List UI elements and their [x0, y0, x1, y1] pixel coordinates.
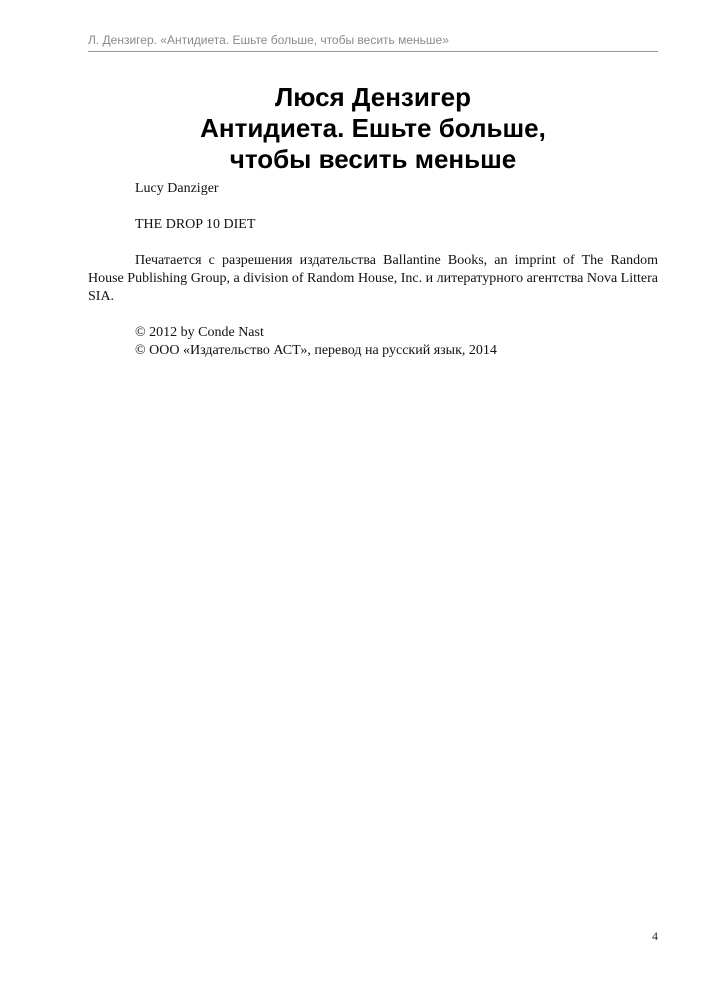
title-line-2: чтобы весить меньше — [229, 144, 517, 174]
header-divider — [88, 51, 658, 52]
running-header: Л. Дензигер. «Антидиета. Ешьте больше, чтобы весить меньше» — [88, 33, 449, 47]
original-author: Lucy Danziger — [135, 181, 219, 196]
copyright-page-body — [88, 180, 658, 360]
copyright-line-1: © 2012 by Conde Nast — [135, 325, 264, 340]
title-line-1: Антидиета. Ешьте больше, — [200, 113, 546, 143]
original-title: THE DROP 10 DIET — [135, 217, 256, 232]
copyright-line-2: © ООО «Издательство АСТ», перевод на русский язык, 2014 — [135, 343, 497, 358]
book-title — [88, 82, 658, 175]
permission-notice: Печатается с разрешения издательства Ballantine Books, an imprint of The Random House Publishing Group, a division of Random House, Inc. и литературного агентства Nova Littera SIA. — [88, 253, 658, 304]
page-number: 4 — [652, 929, 658, 943]
title-author-line: Люся Дензигер — [274, 82, 472, 112]
